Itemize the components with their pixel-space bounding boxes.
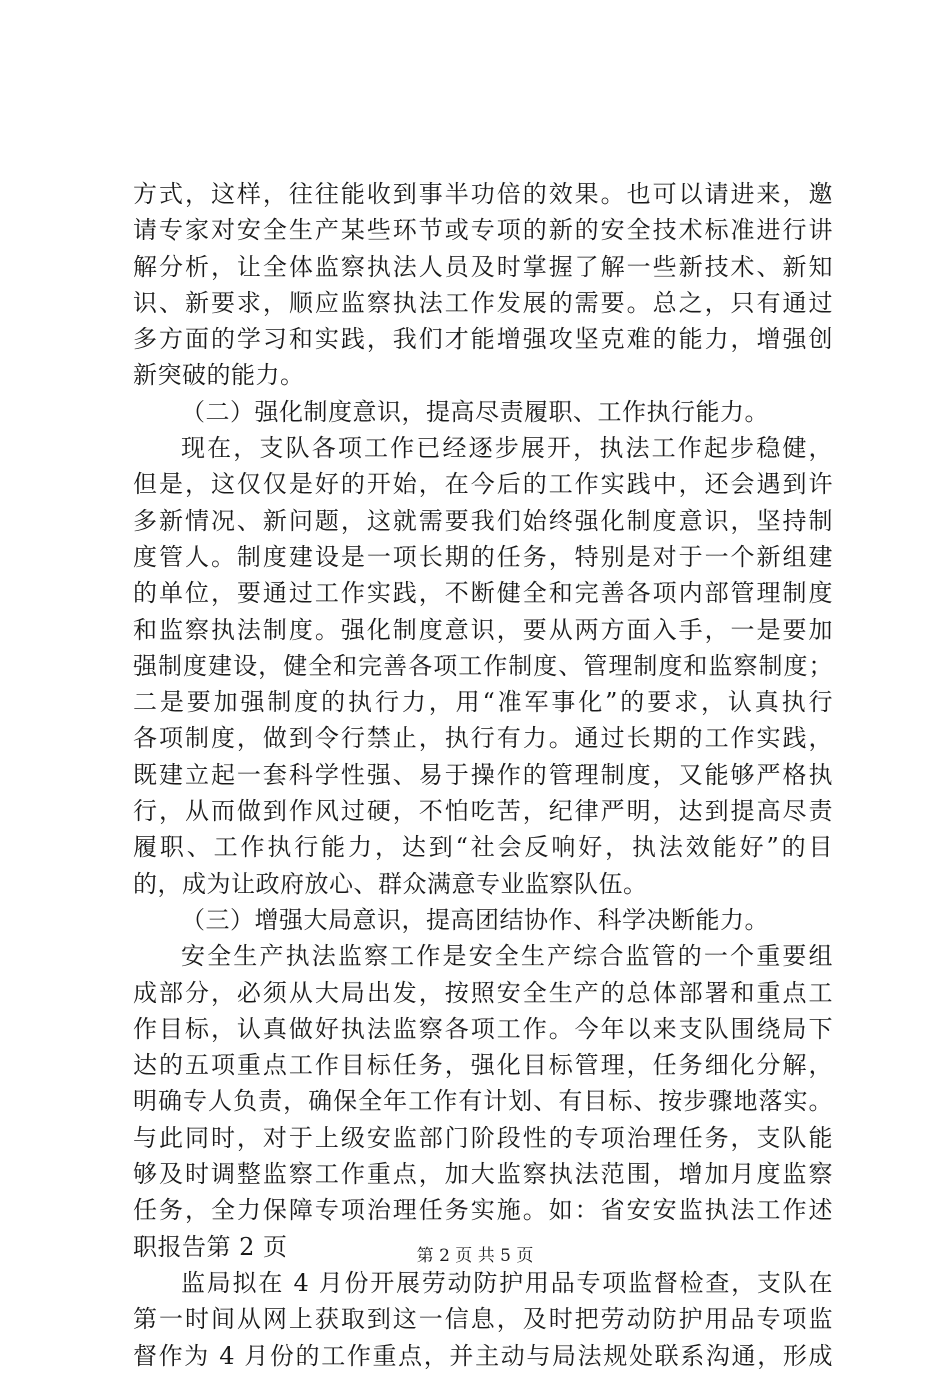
text-line: 现在，支队各项工作已经逐步展开，执法工作起步稳健，: [181, 434, 833, 463]
text-line: 行，从而做到作风过硬，不怕吃苦，纪律严明，达到提高尽责: [133, 797, 833, 826]
text-line: 的，成为让政府放心、群众满意专业监察队伍。: [133, 869, 648, 898]
text-line: 多方面的学习和实践，我们才能增强攻坚克难的能力，增强创: [133, 325, 833, 354]
text-line: 既建立起一套科学性强、易于操作的管理制度，又能够严格执: [133, 760, 833, 789]
text-line: 和监察执法制度。强化制度意识，要从两方面入手，一是要加: [133, 615, 833, 644]
text-line: 安全生产执法监察工作是安全生产综合监管的一个重要组: [181, 942, 833, 971]
text-line: 任务，全力保障专项治理任务实施。如：省安安监执法工作述: [133, 1196, 833, 1225]
text-line: 解分析，让全体监察执法人员及时掌握了解一些新技术、新知: [133, 252, 833, 281]
text-line: 新突破的能力。: [133, 361, 305, 390]
text-line: 够及时调整监察工作重点，加大监察执法范围，增加月度监察: [133, 1160, 833, 1189]
text-line: 方式，这样，往往能收到事半功倍的效果。也可以请进来，邀: [133, 180, 833, 208]
text-line: 第一时间从网上获取到这一信息，及时把劳动防护用品专项监: [133, 1305, 833, 1334]
text-line: 强制度建设，健全和完善各项工作制度、管理制度和监察制度；: [133, 651, 833, 680]
text-line: 明确专人负责，确保全年工作有计划、有目标、按步骤地落实。: [133, 1087, 833, 1116]
text-line: （二）强化制度意识，提高尽责履职、工作执行能力。: [181, 397, 769, 426]
text-line: 履职、工作执行能力，达到“社会反响好，执法效能好”的目: [133, 833, 833, 862]
text-line: 多新情况、新问题，这就需要我们始终强化制度意识，坚持制: [133, 506, 833, 535]
text-line: 度管人。制度建设是一项长期的任务，特别是对于一个新组建: [133, 542, 833, 571]
text-line: 职报告第 2 页: [133, 1232, 288, 1261]
text-line: 的单位，要通过工作实践，不断健全和完善各项内部管理制度: [133, 579, 833, 608]
text-line: 请专家对安全生产某些环节或专项的新的安全技术标准进行讲: [133, 216, 833, 245]
text-line: 二是要加强制度的执行力，用“准军事化”的要求，认真执行: [133, 688, 833, 717]
text-line: 督作为 4 月份的工作重点，并主动与局法规处联系沟通，形成: [133, 1341, 833, 1370]
text-line: 与此同时，对于上级安监部门阶段性的专项治理任务，支队能: [133, 1123, 833, 1152]
text-line: 达的五项重点工作目标任务，强化目标管理，任务细化分解，: [133, 1051, 833, 1080]
text-line: （三）增强大局意识，提高团结协作、科学决断能力。: [181, 905, 769, 934]
text-line: 作目标，认真做好执法监察各项工作。今年以来支队围绕局下: [133, 1014, 833, 1043]
page-footer: 第 2 页 共 5 页: [416, 1246, 534, 1266]
text-line: 成部分，必须从大局出发，按照安全生产的总体部署和重点工: [133, 978, 833, 1007]
text-line: 但是，这仅仅是好的开始，在今后的工作实践中，还会遇到许: [133, 470, 833, 499]
text-line: 识、新要求，顺应监察执法工作发展的需要。总之，只有通过: [133, 288, 833, 317]
document-body: [133, 176, 833, 1374]
text-line: 各项制度，做到令行禁止，执行有力。通过长期的工作实践，: [133, 724, 833, 753]
text-line: 监局拟在 4 月份开展劳动防护用品专项监督检查，支队在: [181, 1268, 833, 1297]
